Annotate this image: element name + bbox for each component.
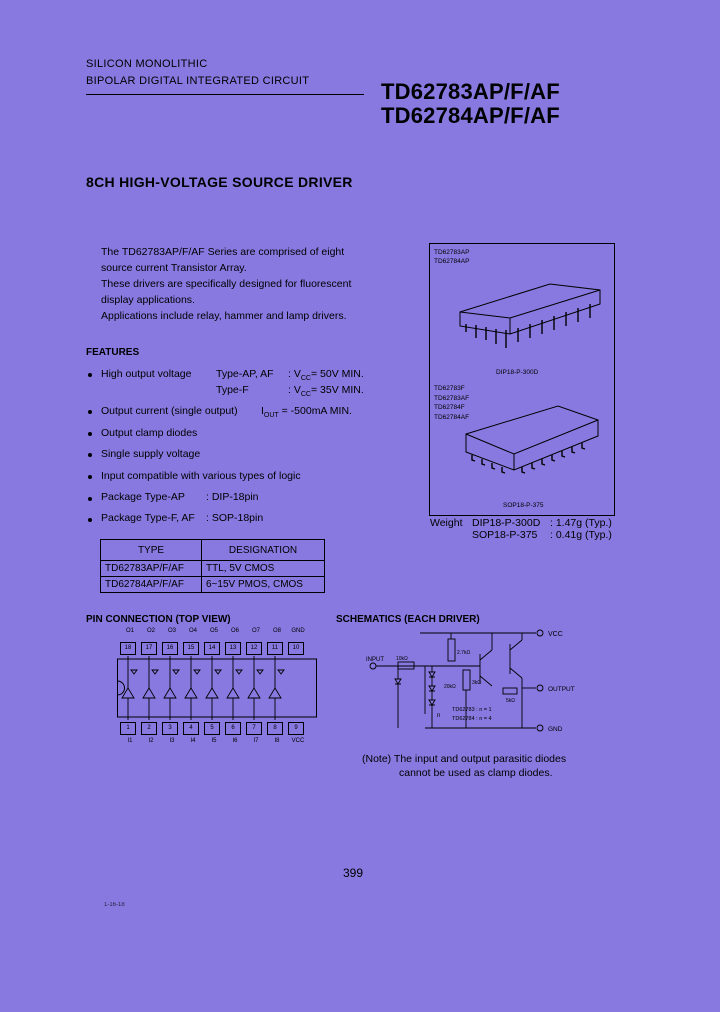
iout-symbol: I — [261, 405, 264, 417]
dip-types — [434, 248, 469, 266]
pin-connection-diagram — [117, 628, 317, 778]
vcc-symbol: V — [293, 384, 301, 396]
resistor-label-r4: 20kΩ — [444, 684, 456, 690]
footer-mark: 1-16-18 — [104, 902, 125, 908]
type-designation-table — [100, 539, 325, 593]
driver-buffer-icon — [122, 688, 134, 698]
bullet-icon — [88, 475, 92, 479]
dip-package-label: DIP18-P-300D — [496, 369, 539, 376]
driver-buffer-icon — [206, 688, 218, 698]
oc-value: = -500mA MIN. — [281, 405, 352, 417]
pin-bottom-label: I4 — [190, 738, 196, 744]
driver-buffer-icon — [248, 688, 260, 698]
title-part-2: TD62784AP/F/AF — [381, 103, 560, 128]
pin-bottom-label: I5 — [211, 738, 217, 744]
pin-bottom-label: I7 — [253, 738, 259, 744]
pin-number: 9 — [288, 722, 304, 735]
pin-top-label: O2 — [146, 628, 155, 634]
clamp-diode-icon — [215, 670, 221, 674]
pin-number: 3 — [162, 722, 178, 735]
page-number: 399 — [343, 866, 364, 880]
hov-value2: = 35V MIN. — [310, 384, 364, 396]
pin-number: 2 — [141, 722, 157, 735]
intro-line: The TD62783AP/F/AF Series are comprised of eight — [101, 246, 345, 258]
pin-connection-heading: PIN CONNECTION (TOP VIEW) — [86, 614, 231, 625]
pin-number: 13 — [225, 642, 241, 655]
feature-pkg1-value: : DIP-18pin — [206, 491, 259, 503]
pin-number: 17 — [141, 642, 157, 655]
feature-oc-label: Output current (single output) — [101, 405, 238, 417]
bullet-icon — [88, 373, 92, 377]
hov-value1: = 50V MIN. — [310, 368, 364, 380]
table-row — [101, 561, 325, 577]
clamp-diode-icon — [152, 670, 158, 674]
pin-top-label: O8 — [272, 628, 281, 634]
title-part-1: TD62783AP/F/AF — [381, 79, 560, 104]
header-rule — [86, 94, 364, 95]
intro-line: display applications. — [101, 294, 195, 306]
feature-item: Single supply voltage — [101, 448, 201, 460]
schematic-legend-1: TD62783 : n = 1 — [452, 707, 492, 713]
pin-bottom-label: I8 — [274, 738, 280, 744]
sop-type-label: TD62783AF — [434, 394, 470, 402]
bullet-icon — [88, 432, 92, 436]
schematic-legend-2: TD62784 : n = 4 — [452, 716, 492, 722]
clamp-diode-icon — [194, 670, 200, 674]
table-cell: TTL, 5V CMOS — [202, 561, 325, 577]
weight-package: DIP18-P-300D — [472, 517, 541, 529]
intro-paragraph — [101, 244, 421, 324]
table-cell: TD62783AP/F/AF — [101, 561, 202, 577]
table-cell: 6~15V PMOS, CMOS — [202, 577, 325, 593]
dip-package-drawing — [450, 272, 610, 354]
input-terminal-label: INPUT — [366, 657, 384, 663]
pin-number: 14 — [204, 642, 220, 655]
feature-pkg1-label: Package Type-AP — [101, 491, 185, 503]
feature-hov-value2: : $V_{CC}= 35V$ MIN. — [288, 384, 364, 399]
table-cell: TD62784AP/F/AF — [101, 577, 202, 593]
intro-line: These drivers are specifically designed for fluorescent — [101, 278, 352, 290]
pin-number: 8 — [267, 722, 283, 735]
schematics-heading: SCHEMATICS (EACH DRIVER) — [336, 614, 480, 625]
resistor-label-r1: 10kΩ — [396, 656, 408, 662]
driver-buffer-icon — [269, 688, 281, 698]
weight-value: : 1.47g (Typ.) — [550, 517, 612, 529]
feature-hov-label: High output voltage — [101, 368, 192, 380]
table-row — [101, 577, 325, 593]
vcc-subscript: CC — [300, 375, 311, 383]
feature-pkg2-value: : SOP-18pin — [206, 512, 264, 524]
driver-buffer-icon — [164, 688, 176, 698]
driver-buffer-icon — [227, 688, 239, 698]
resistor-label-r2: 2.7kΩ — [457, 650, 471, 656]
note-line-1: (Note) The input and output parasitic diodes — [362, 753, 567, 765]
feature-pkg2-label: Package Type-F, AF — [101, 512, 195, 524]
schematic-diagram — [360, 624, 600, 736]
driver-buffer-icon — [143, 688, 155, 698]
pin-bottom-label: I1 — [127, 738, 133, 744]
weight-value: : 0.41g (Typ.) — [550, 529, 612, 541]
sop-package-drawing — [458, 398, 608, 483]
pin-number: 15 — [183, 642, 199, 655]
dip-type-label: TD62783AP — [434, 249, 470, 256]
pin-number: 16 — [162, 642, 178, 655]
pin-number: 7 — [246, 722, 262, 735]
note-line-2: cannot be used as clamp diodes. — [399, 767, 553, 779]
pin-ic-body — [117, 656, 317, 720]
gnd-terminal-label: GND — [548, 726, 563, 733]
resistor-label-r5: 5kΩ — [506, 698, 516, 704]
bullet-icon — [88, 518, 92, 522]
output-terminal-label: OUTPUT — [548, 686, 575, 693]
pin-number: 5 — [204, 722, 220, 735]
table-header: DESIGNATION — [202, 540, 325, 561]
feature-oc-value — [261, 405, 352, 419]
pin-number: 6 — [225, 722, 241, 735]
clamp-diode-icon — [131, 670, 137, 674]
pin-number: 10 — [288, 642, 304, 655]
features-heading: FEATURES — [86, 347, 140, 358]
sop-type-label: TD62784F — [434, 404, 465, 411]
sop-type-label: TD62784AF — [434, 413, 470, 421]
pin-top-labels — [117, 628, 317, 638]
feature-hov-value1: : $V_{CC}= 50V$ MIN. — [288, 368, 364, 383]
feature-item: Input compatible with various types of logic — [101, 470, 301, 482]
pin-bottom-numbers — [117, 722, 317, 736]
weight-package: SOP18-P-375 — [472, 529, 538, 541]
vcc-subscript: CC — [300, 391, 311, 399]
vcc-symbol: V — [293, 368, 301, 380]
sop-package-label: SOP18-P-375 — [503, 502, 544, 509]
pin-top-label: GND — [291, 628, 305, 634]
pin-bottom-label: I3 — [169, 738, 175, 744]
pin-top-label: O7 — [251, 628, 260, 634]
feature-item: Output clamp diodes — [101, 427, 198, 439]
pin-top-label: O6 — [230, 628, 239, 634]
resistor-label-r3: 3kΩ — [472, 680, 482, 686]
feature-hov-type2: Type-F — [216, 384, 249, 396]
pin-bottom-label: VCC — [291, 738, 305, 744]
pin-bottom-labels — [117, 738, 317, 748]
bullet-icon — [88, 497, 92, 501]
vcc-terminal-label: VCC — [548, 631, 563, 638]
iout-subscript: OUT — [263, 412, 279, 420]
pin-top-label: O1 — [125, 628, 134, 634]
pin-top-label: O3 — [167, 628, 176, 634]
clamp-diode-icon — [278, 670, 284, 674]
page-subtitle: 8CH HIGH-VOLTAGE SOURCE DRIVER — [86, 174, 353, 190]
header-line-2: BIPOLAR DIGITAL INTEGRATED CIRCUIT — [86, 75, 310, 87]
pin-number: 4 — [183, 722, 199, 735]
feature-hov-type1: Type-AP, AF — [216, 368, 274, 380]
weight-label: Weight — [430, 517, 463, 529]
diode-count-label: n — [437, 713, 441, 719]
clamp-diode-icon — [257, 670, 263, 674]
intro-line: source current Transistor Array. — [101, 262, 247, 274]
bullet-icon — [88, 410, 92, 414]
pin-number: 12 — [246, 642, 262, 655]
clamp-diode-icon — [173, 670, 179, 674]
bullet-icon — [88, 453, 92, 457]
table-header-row — [101, 540, 325, 561]
pin-number: 11 — [267, 642, 283, 655]
clamp-diode-icon — [236, 670, 242, 674]
table-header: TYPE — [101, 540, 202, 561]
pin-top-label: O5 — [209, 628, 218, 634]
driver-buffer-icon — [185, 688, 197, 698]
pin-number: 1 — [120, 722, 136, 735]
pin-top-label: O4 — [188, 628, 197, 634]
sop-type-label: TD62783F — [434, 385, 465, 392]
intro-line: Applications include relay, hammer and lamp drivers. — [101, 310, 347, 322]
header-line-1: SILICON MONOLITHIC — [86, 58, 208, 70]
dip-type-label: TD62784AP — [434, 258, 470, 265]
pin-bottom-label: I6 — [232, 738, 238, 744]
pin-number: 18 — [120, 642, 136, 655]
pin-bottom-label: I2 — [148, 738, 154, 744]
pin-top-numbers — [117, 642, 317, 656]
